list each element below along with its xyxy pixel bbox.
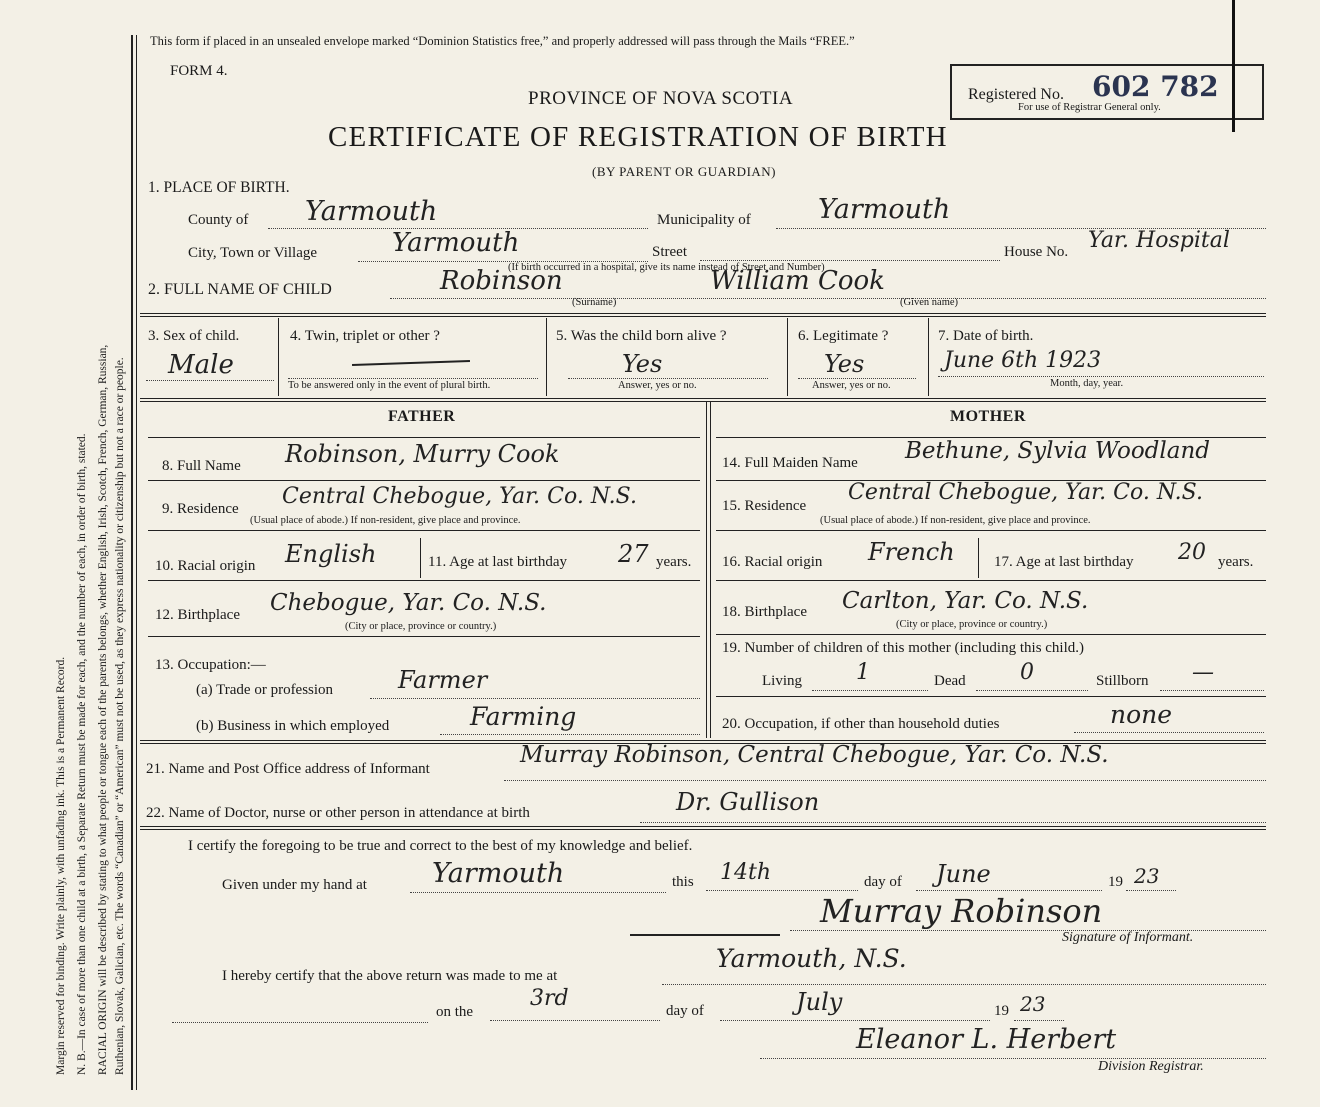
sex-line	[146, 380, 274, 381]
street-line	[700, 260, 1000, 261]
legitimate-note: Answer, yes or no.	[812, 380, 891, 391]
father-age-label: 11. Age at last birthday	[428, 554, 567, 570]
left-border-inner	[136, 35, 137, 1090]
father-name-rule	[148, 480, 700, 481]
this-label: this	[672, 874, 694, 890]
divider-child-name	[140, 313, 1266, 317]
given-year-line	[1126, 890, 1176, 891]
mother-occupation-value: none	[1110, 700, 1173, 729]
father-business-line	[440, 734, 700, 735]
on-the-label: on the	[436, 1004, 474, 1020]
mother-residence-rule	[716, 530, 1266, 531]
father-residence-rule	[148, 530, 700, 531]
registrar-note: For use of Registrar General only.	[1018, 102, 1161, 113]
father-birthplace-note: (City or place, province or country.)	[345, 621, 497, 632]
hospital-note: (If birth occurred in a hospital, give its name instead of Street and Number)	[508, 262, 825, 273]
mother-racial-value: French	[868, 538, 955, 566]
mother-residence-label: 15. Residence	[722, 498, 807, 514]
divider-certification	[140, 826, 1266, 830]
return-place-line	[662, 984, 1266, 985]
informant-signature-line	[790, 930, 1266, 931]
sex-label: 3. Sex of child.	[148, 328, 240, 344]
child-given-name: William Cook	[710, 266, 885, 296]
surname-label: (Surname)	[572, 297, 617, 308]
doctor-value: Dr. Gullison	[676, 788, 820, 816]
mother-residence-value: Central Chebogue, Yar. Co. N.S.	[848, 480, 1203, 505]
mother-age-label: 17. Age at last birthday	[994, 554, 1134, 570]
return-place-value: Yarmouth, N.S.	[716, 944, 907, 973]
living-value: 1	[856, 660, 870, 685]
street-label: Street	[652, 244, 687, 260]
doctor-line	[640, 822, 1266, 823]
given-under-label: Given under my hand at	[222, 877, 367, 893]
father-residence-value: Central Chebogue, Yar. Co. N.S.	[282, 484, 637, 509]
house-no-label: House No.	[1004, 244, 1069, 260]
mother-racial-sep	[978, 538, 979, 578]
mother-racial-label: 16. Racial origin	[722, 554, 823, 570]
father-racial-sep	[420, 538, 421, 578]
twin-dash	[352, 360, 470, 366]
parents-divider-a	[706, 402, 707, 738]
father-age-value: 27	[618, 540, 649, 568]
certify-text: I certify the foregoing to be true and correct to the best of my knowledge and belief.	[188, 838, 693, 854]
father-heading: FATHER	[388, 408, 456, 425]
father-birthplace-rule	[148, 636, 700, 637]
mother-name-value: Bethune, Sylvia Woodland	[905, 438, 1211, 464]
sep-6-7	[928, 318, 929, 396]
left-border	[131, 35, 133, 1090]
dob-line	[938, 376, 1264, 377]
pen-stroke-mark	[1232, 0, 1235, 132]
mother-birthplace-rule	[716, 634, 1266, 635]
legit-line	[798, 378, 916, 379]
mother-occupation-label: 20. Occupation, if other than household duties	[722, 716, 1000, 732]
mother-racial-rule	[716, 580, 1266, 581]
margin-binding-note: Margin reserved for binding. Write plainly, with unfading ink. This is a Permanent Record.	[55, 656, 67, 1075]
return-year-line	[1014, 1020, 1064, 1021]
form-number: FORM 4.	[170, 63, 228, 79]
mother-birthplace-label: 18. Birthplace	[722, 604, 807, 620]
mother-children-rule	[716, 696, 1266, 697]
mother-age-value: 20	[1178, 540, 1206, 565]
father-trade-line	[370, 698, 700, 699]
father-racial-rule	[148, 580, 700, 581]
margin-racial-origin-note: RACIAL ORIGIN will be described by stating to what people or tongue each of the parents belongs, whether English, Irish, Scotch, French, German, Russian,	[97, 344, 109, 1075]
registered-label: Registered No.	[968, 86, 1064, 103]
sep-5-6	[787, 318, 788, 396]
signature-rule	[630, 934, 780, 936]
alive-line	[568, 378, 768, 379]
stillborn-label: Stillborn	[1096, 673, 1149, 689]
registered-number: 602 782	[1092, 70, 1219, 103]
return-day-of-label: day of	[666, 1003, 704, 1019]
county-label: County of	[188, 212, 249, 228]
margin-plural-birth-note: N. B.—In case of more than one child at a birth, a Separate Return must be made for each, and the number of each, in order of birth, stated.	[76, 433, 88, 1075]
doctor-label: 22. Name of Doctor, nurse or other person in attendance at birth	[146, 805, 530, 821]
mother-birthplace-note: (City or place, province or country.)	[896, 619, 1048, 630]
twin-note: To be answered only in the event of plural birth.	[288, 380, 491, 391]
city-value: Yarmouth	[392, 228, 520, 258]
given-month-value: June	[936, 860, 991, 888]
twin-line	[288, 378, 538, 379]
informant-signature: Murray Robinson	[820, 892, 1103, 930]
dob-note: Month, day, year.	[1050, 378, 1124, 389]
mail-notice: This form if placed in an unsealed envelope marked “Dominion Statistics free,” and properly addressed will pass through the Mails “FREE.”	[150, 34, 855, 48]
given-month-line	[916, 890, 1102, 891]
father-name-label: 8. Full Name	[162, 458, 241, 474]
registrar-signature: Eleanor L. Herbert	[856, 1024, 1117, 1055]
dob-value: June 6th 1923	[944, 348, 1102, 373]
given-day-line	[706, 890, 858, 891]
return-certify-label: I hereby certify that the above return was made to me at	[222, 968, 558, 984]
sep-3-4	[278, 318, 279, 396]
municipality-value: Yarmouth	[818, 194, 951, 225]
twin-label: 4. Twin, triplet or other ?	[290, 328, 440, 344]
sep-4-5	[546, 318, 547, 396]
registered-number-box	[950, 64, 1264, 120]
given-place-line	[410, 892, 666, 893]
given-place-value: Yarmouth	[432, 858, 565, 889]
return-year-value: 23	[1020, 992, 1046, 1016]
return-lead-line	[172, 1022, 428, 1023]
stillborn-line	[1160, 690, 1264, 691]
father-abode-note: (Usual place of abode.) If non-resident, give place and province.	[250, 515, 521, 526]
mother-heading: MOTHER	[950, 408, 1026, 425]
given-day-value: 14th	[720, 860, 772, 885]
dead-label: Dead	[934, 673, 966, 689]
return-month-value: July	[796, 988, 843, 1016]
mother-birthplace-value: Carlton, Yar. Co. N.S.	[842, 588, 1089, 614]
mother-abode-note: (Usual place of abode.) If non-resident, give place and province.	[820, 515, 1091, 526]
father-trade-label: (a) Trade or profession	[196, 682, 334, 698]
alive-label: 5. Was the child born alive ?	[556, 328, 727, 344]
father-years-label: years.	[656, 554, 692, 570]
father-business-label: (b) Business in which employed	[196, 718, 390, 734]
informant-label: 21. Name and Post Office address of Informant	[146, 761, 430, 777]
child-name-label: 2. FULL NAME OF CHILD	[148, 281, 332, 298]
father-birthplace-value: Chebogue, Yar. Co. N.S.	[270, 590, 547, 616]
year-prefix: 19	[1108, 874, 1123, 890]
place-of-birth-heading: 1. PLACE OF BIRTH.	[148, 179, 290, 196]
father-name-value: Robinson, Murry Cook	[285, 440, 560, 468]
dead-line	[976, 690, 1088, 691]
living-label: Living	[762, 673, 802, 689]
legitimate-label: 6. Legitimate ?	[798, 328, 889, 344]
alive-note: Answer, yes or no.	[618, 380, 697, 391]
city-label: City, Town or Village	[188, 245, 318, 261]
informant-line	[504, 780, 1266, 781]
county-value: Yarmouth	[305, 196, 438, 227]
given-year-value: 23	[1134, 864, 1160, 888]
sex-value: Male	[168, 350, 234, 380]
divider-parents	[140, 398, 1266, 402]
father-business-value: Farming	[470, 702, 577, 731]
given-name-label: (Given name)	[900, 297, 959, 308]
stillborn-value: —	[1192, 660, 1214, 685]
parents-divider-b	[710, 402, 711, 738]
father-birthplace-label: 12. Birthplace	[155, 607, 240, 623]
registrar-label: Division Registrar.	[1098, 1059, 1204, 1074]
mother-name-label: 14. Full Maiden Name	[722, 455, 858, 471]
father-occupation-label: 13. Occupation:—	[155, 657, 266, 673]
day-of-label: day of	[864, 874, 902, 890]
return-year-prefix: 19	[994, 1003, 1009, 1019]
informant-value: Murray Robinson, Central Chebogue, Yar. Co. N.S.	[520, 742, 1109, 768]
house-no-value: Yar. Hospital	[1088, 228, 1230, 253]
page-subtitle: (BY PARENT OR GUARDIAN)	[592, 164, 777, 179]
father-racial-value: English	[285, 540, 377, 568]
living-line	[812, 690, 928, 691]
informant-signature-label: Signature of Informant.	[1062, 930, 1194, 945]
alive-value: Yes	[622, 350, 663, 378]
return-day-value: 3rd	[530, 986, 569, 1011]
mother-children-label: 19. Number of children of this mother (including this child.)	[722, 640, 1085, 656]
mother-occupation-line	[1074, 732, 1264, 733]
child-surname: Robinson	[440, 266, 563, 296]
province-heading: PROVINCE OF NOVA SCOTIA	[528, 88, 794, 109]
municipality-label: Municipality of	[657, 212, 751, 228]
father-residence-label: 9. Residence	[162, 501, 239, 517]
dead-value: 0	[1020, 660, 1034, 685]
father-racial-label: 10. Racial origin	[155, 558, 256, 574]
legitimate-value: Yes	[824, 350, 865, 378]
return-day-line	[490, 1020, 660, 1021]
return-month-line	[720, 1020, 990, 1021]
mother-years-label: years.	[1218, 554, 1254, 570]
child-name-line	[390, 298, 1266, 299]
dob-label: 7. Date of birth.	[938, 328, 1034, 344]
margin-racial-origin-note-2: Ruthenian, Slovak, Galician, etc. The words “Canadian” or “American” must not be used, as they express nationality or citizenship but not a race or people.	[114, 357, 126, 1075]
page-title: CERTIFICATE OF REGISTRATION OF BIRTH	[328, 121, 948, 153]
father-heading-rule	[148, 437, 700, 438]
father-trade-value: Farmer	[398, 666, 488, 694]
